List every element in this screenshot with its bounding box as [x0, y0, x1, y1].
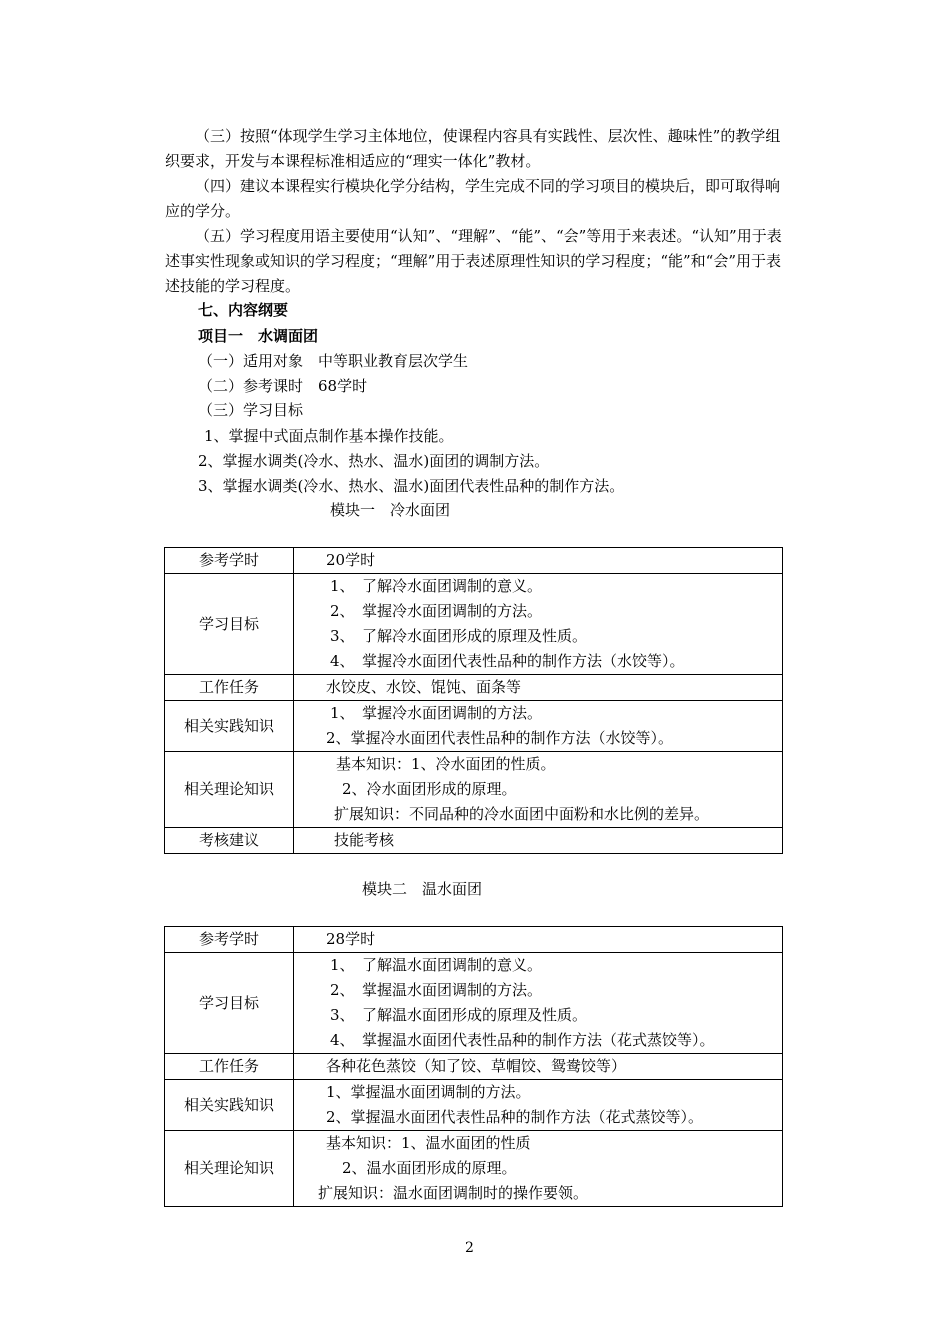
table-row: [165, 675, 783, 701]
section-heading: 七、内容纲要: [198, 301, 289, 319]
table-row: [165, 1131, 783, 1207]
table-row: [165, 574, 783, 675]
paragraph-4: （四）建议本课程实行模块化学分结构，学生完成不同的学习项目的模块后，即可取得响应的学分。: [165, 177, 781, 220]
page-number: 2: [465, 1240, 474, 1256]
table-row: [165, 752, 783, 828]
row-content: 水饺皮、水饺、馄饨、面条等: [294, 675, 783, 701]
row-content: 各种花色蒸饺（知了饺、草帽饺、鸳鸯饺等）: [294, 1054, 783, 1080]
paragraph-5: （五）学习程度用语主要使用“认知”、“理解”、“能”、“会”等用于来表述。“认知”用于表述事实性现象或知识的学习程度；“理解”用于表述原理性知识的学习程度；“能”和“会”用于表述技能的学习程度。: [165, 227, 782, 295]
row-label: 相关实践知识: [165, 1080, 294, 1131]
row-content: 技能考核: [294, 828, 783, 854]
reference-hours: （二）参考课时 68学时: [198, 377, 368, 395]
row-content: 1、 了解冷水面团调制的意义。 2、 掌握冷水面团调制的方法。 3、 了解冷水面团形成的原理及性质。 4、 掌握冷水面团代表性品种的制作方法（水饺等）。: [294, 574, 783, 675]
table-row: [165, 1054, 783, 1080]
row-content: 1、 了解温水面团调制的意义。 2、 掌握温水面团调制的方法。 3、 了解温水面团形成的原理及性质。 4、 掌握温水面团代表性品种的制作方法（花式蒸饺等）。: [294, 953, 783, 1054]
table-row: [165, 828, 783, 854]
row-label: 工作任务: [165, 1054, 294, 1080]
row-label: 考核建议: [165, 828, 294, 854]
row-label: 工作任务: [165, 675, 294, 701]
table-row: [165, 1080, 783, 1131]
row-content: 基本知识：1、温水面团的性质 2、温水面团形成的原理。 扩展知识：温水面团调制时的操作要领。: [294, 1131, 783, 1207]
module1-caption: 模块一 冷水面团: [330, 501, 451, 519]
module1-table: [164, 547, 783, 854]
row-label: 参考学时: [165, 548, 294, 574]
goal-item: 1、掌握中式面点制作基本操作技能。: [204, 427, 454, 445]
row-label: 参考学时: [165, 927, 294, 953]
module2-table: [164, 926, 783, 1207]
row-content: 基本知识：1、冷水面团的性质。 2、冷水面团形成的原理。 扩展知识：不同品种的冷水面团中面粉和水比例的差异。: [294, 752, 783, 828]
row-label: 相关理论知识: [165, 752, 294, 828]
project-heading: 项目一 水调面团: [198, 327, 319, 345]
target-audience: （一）适用对象 中等职业教育层次学生: [198, 352, 469, 370]
row-content: 28学时: [294, 927, 783, 953]
table-row: [165, 701, 783, 752]
table-row: [165, 953, 783, 1054]
row-content: 20学时: [294, 548, 783, 574]
row-label: 学习目标: [165, 574, 294, 675]
goals-heading: （三）学习目标: [198, 401, 304, 419]
goal-item: 3、掌握水调类(冷水、热水、温水)面团代表性品种的制作方法。: [198, 477, 625, 495]
row-label: 相关实践知识: [165, 701, 294, 752]
module2-caption: 模块二 温水面团: [362, 880, 483, 898]
row-label: 相关理论知识: [165, 1131, 294, 1207]
goal-item: 2、掌握水调类(冷水、热水、温水)面团的调制方法。: [198, 452, 550, 470]
row-content: 1、掌握温水面团调制的方法。 2、掌握温水面团代表性品种的制作方法（花式蒸饺等）。: [294, 1080, 783, 1131]
row-label: 学习目标: [165, 953, 294, 1054]
paragraph-3: （三）按照“体现学生学习主体地位，使课程内容具有实践性、层次性、趣味性”的教学组织要求，开发与本课程标准相适应的“理实一体化”教材。: [165, 127, 781, 170]
row-content: 1、 掌握冷水面团调制的方法。 2、掌握冷水面团代表性品种的制作方法（水饺等）。: [294, 701, 783, 752]
table-row: [165, 927, 783, 953]
table-row: [165, 548, 783, 574]
